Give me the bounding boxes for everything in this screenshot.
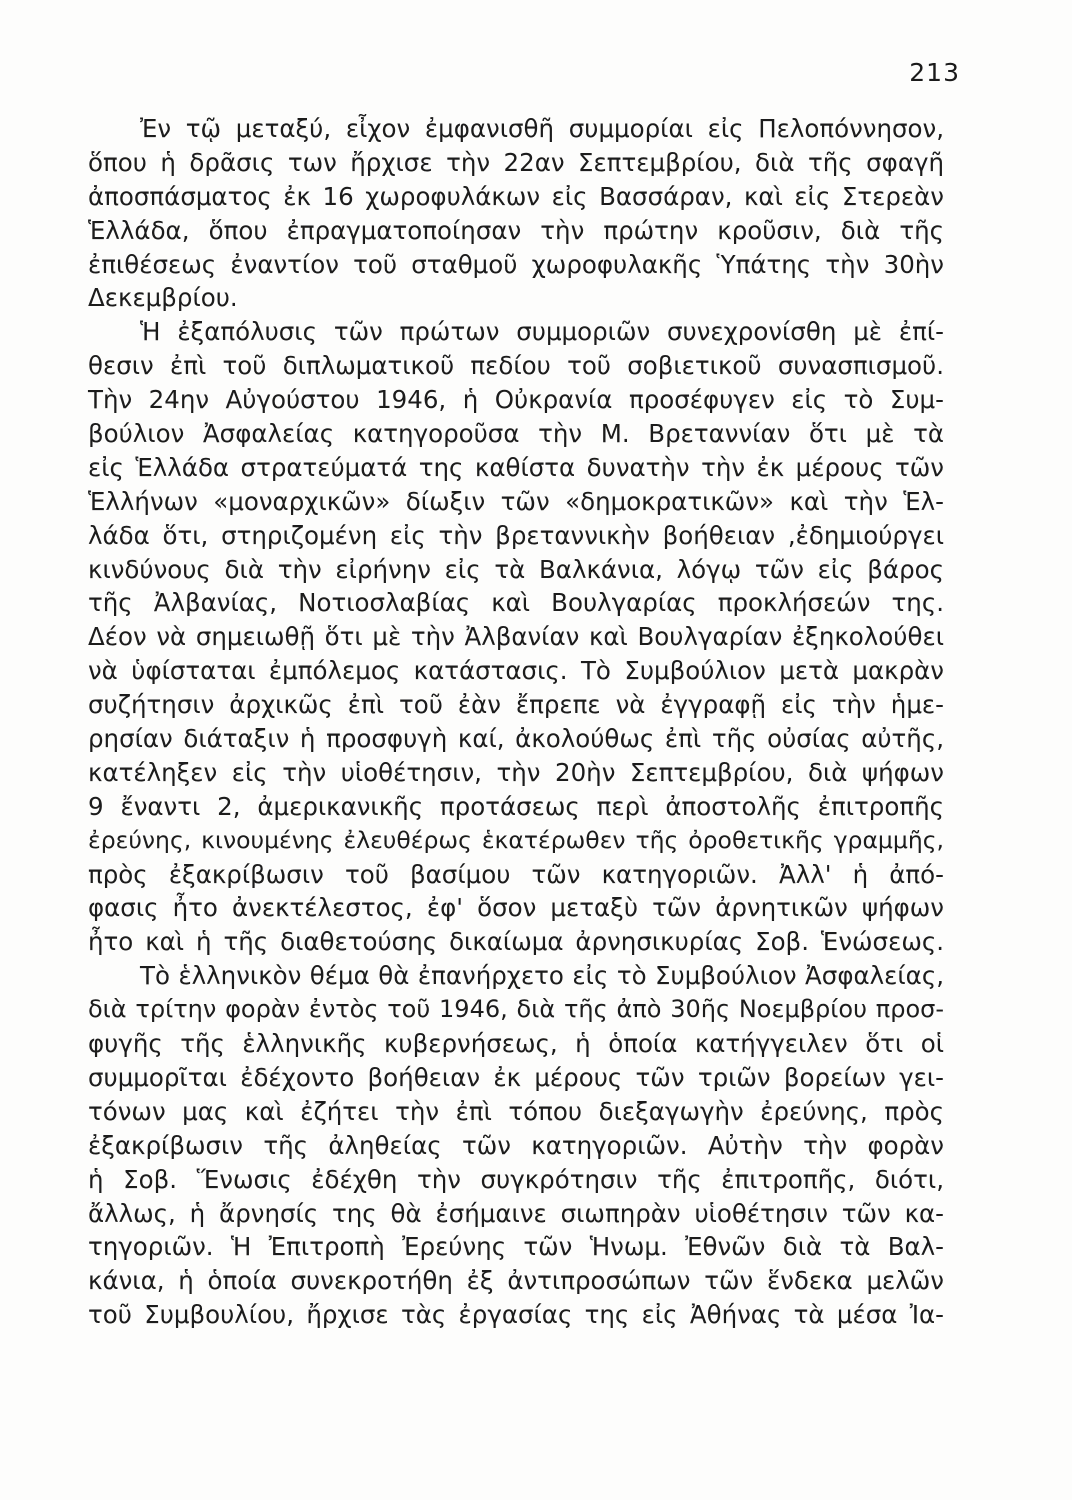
text-line: κινδύνους διὰ τὴν εἰρήνην εἰς τὰ Βαλκάνια, λόγῳ τῶν εἰς βάρος xyxy=(88,554,944,584)
page-number: 213 xyxy=(909,58,960,87)
text-line: κάνια, ἡ ὁποία συνεκροτήθη ἐξ ἀντιπροσώπων τῶν ἕνδεκα μελῶν xyxy=(88,1266,944,1296)
text-line: Τὴν 24ην Αὐγούστου 1946, ἡ Οὐκρανία προσέφυγεν εἰς τὸ Συμ- xyxy=(88,385,944,415)
text-line: διὰ τρίτην φορὰν ἐντὸς τοῦ 1946, διὰ τῆς ἀπὸ 30ῆς Νοεμβρίου προσ- xyxy=(88,995,944,1024)
text-line: πρὸς ἐξακρίβωσιν τοῦ βασίμου τῶν κατηγοριῶν. Ἀλλ' ἡ ἀπό- xyxy=(88,859,944,889)
text-line: ἦτο καὶ ἡ τῆς διαθετούσης δικαίωμα ἀρνησικυρίας Σοβ. Ἑνώσεως. xyxy=(88,927,944,957)
text-line: ἐρεύνης, κινουμένης ἐλευθέρως ἑκατέρωθεν τῆς ὀροθετικῆς γραμμῆς, xyxy=(88,825,944,854)
text-line: Δεκεμβρίου. xyxy=(88,283,238,313)
text-line: Ἑλλάδα, ὅπου ἐπραγματοποίησαν τὴν πρώτην κροῦσιν, διὰ τῆς xyxy=(88,215,944,245)
text-line: τόνων μας καὶ ἐζήτει τὴν ἐπὶ τόπου διεξαγωγὴν ἐρεύνης, πρὸς xyxy=(88,1096,944,1126)
text-line: Τὸ ἑλληνικὸν θέμα θὰ ἐπανήρχετο εἰς τὸ Συμβούλιον Ἀσφαλείας, xyxy=(140,961,944,991)
text-line: 9 ἔναντι 2, ἀμερικανικῆς προτάσεως περὶ ἀποστολῆς ἐπιτροπῆς xyxy=(88,791,944,821)
text-line: Δέον νὰ σημειωθῇ ὅτι μὲ τὴν Ἀλβανίαν καὶ Βουλγαρίαν ἐξηκολούθει xyxy=(88,622,944,652)
text-line: Ἑλλήνων «μοναρχικῶν» δίωξιν τῶν «δημοκρατικῶν» καὶ τὴν Ἑλ- xyxy=(88,486,944,516)
text-line: συμμορῖται ἐδέχοντο βοήθειαν ἐκ μέρους τῶν τριῶν βορείων γει- xyxy=(88,1062,944,1092)
text-line: φυγῆς τῆς ἑλληνικῆς κυβερνήσεως, ἡ ὁποία κατήγγειλεν ὅτι οἱ xyxy=(88,1029,944,1059)
text-line: ρησίαν διάταξιν ἡ προσφυγὴ καί, ἀκολούθως ἐπὶ τῆς οὐσίας αὐτῆς, xyxy=(88,724,944,754)
text-line: ἡ Σοβ. Ἕνωσις ἐδέχθη τὴν συγκρότησιν τῆς ἐπιτροπῆς, διότι, xyxy=(88,1164,944,1194)
text-line: τῆς Ἀλβανίας, Νοτιοσλαβίας καὶ Βουλγαρίας προκλήσεών της. xyxy=(88,588,944,618)
text-line: τοῦ Συμβουλίου, ἤρχισε τὰς ἐργασίας της εἰς Ἀθήνας τὰ μέσα Ἰα- xyxy=(88,1300,944,1330)
body-text xyxy=(88,112,944,1332)
text-line: συζήτησιν ἀρχικῶς ἐπὶ τοῦ ἐὰν ἔπρεπε νὰ ἐγγραφῇ εἰς τὴν ἡμε- xyxy=(88,690,944,720)
text-line: εἰς Ἑλλάδα στρατεύματά της καθίστα δυνατὴν τὴν ἐκ μέρους τῶν xyxy=(88,452,944,482)
text-line: φασις ἦτο ἀνεκτέλεστος, ἐφ' ὅσον μεταξὺ τῶν ἀρνητικῶν ψήφων xyxy=(88,893,944,923)
text-line: βούλιον Ἀσφαλείας κατηγοροῦσα τὴν Μ. Βρεταννίαν ὅτι μὲ τὰ xyxy=(88,419,944,449)
text-line: ἄλλως, ἡ ἄρνησίς της θὰ ἐσήμαινε σιωπηρὰν υἱοθέτησιν τῶν κα- xyxy=(88,1198,944,1228)
text-line: ἐξακρίβωσιν τῆς ἀληθείας τῶν κατηγοριῶν. Αὐτὴν τὴν φορὰν xyxy=(88,1130,944,1160)
text-line: θεσιν ἐπὶ τοῦ διπλωματικοῦ πεδίου τοῦ σοβιετικοῦ συνασπισμοῦ. xyxy=(88,351,944,381)
text-line: ὅπου ἡ δρᾶσις των ἤρχισε τὴν 22αν Σεπτεμβρίου, διὰ τῆς σφαγῆ xyxy=(88,147,944,177)
text-line: Ἡ ἐξαπόλυσις τῶν πρώτων συμμοριῶν συνεχρονίσθη μὲ ἐπί- xyxy=(140,317,944,347)
text-line: Ἐν τῷ μεταξύ, εἶχον ἐμφανισθῆ συμμορίαι εἰς Πελοπόννησον, xyxy=(140,114,944,143)
text-line: νὰ ὑφίσταται ἐμπόλεμος κατάστασις. Τὸ Συμβούλιον μετὰ μακρὰν xyxy=(88,656,944,686)
text-line: τηγοριῶν. Ἡ Ἐπιτροπὴ Ἐρεύνης τῶν Ἡνωμ. Ἐθνῶν διὰ τὰ Βαλ- xyxy=(88,1232,944,1262)
text-line: ἀποσπάσματος ἐκ 16 χωροφυλάκων εἰς Βασσάραν, καὶ εἰς Στερεὰν xyxy=(88,181,944,211)
text-line: ἐπιθέσεως ἐναντίον τοῦ σταθμοῦ χωροφυλακῆς Ὑπάτης τὴν 30ὴν xyxy=(88,249,944,279)
text-line: κατέληξεν εἰς τὴν υἱοθέτησιν, τὴν 20ὴν Σεπτεμβρίου, διὰ ψήφων xyxy=(88,757,944,787)
text-line: λάδα ὅτι, στηριζομένη εἰς τὴν βρεταννικὴν βοήθειαν ,ἐδημιούργει xyxy=(88,520,944,550)
